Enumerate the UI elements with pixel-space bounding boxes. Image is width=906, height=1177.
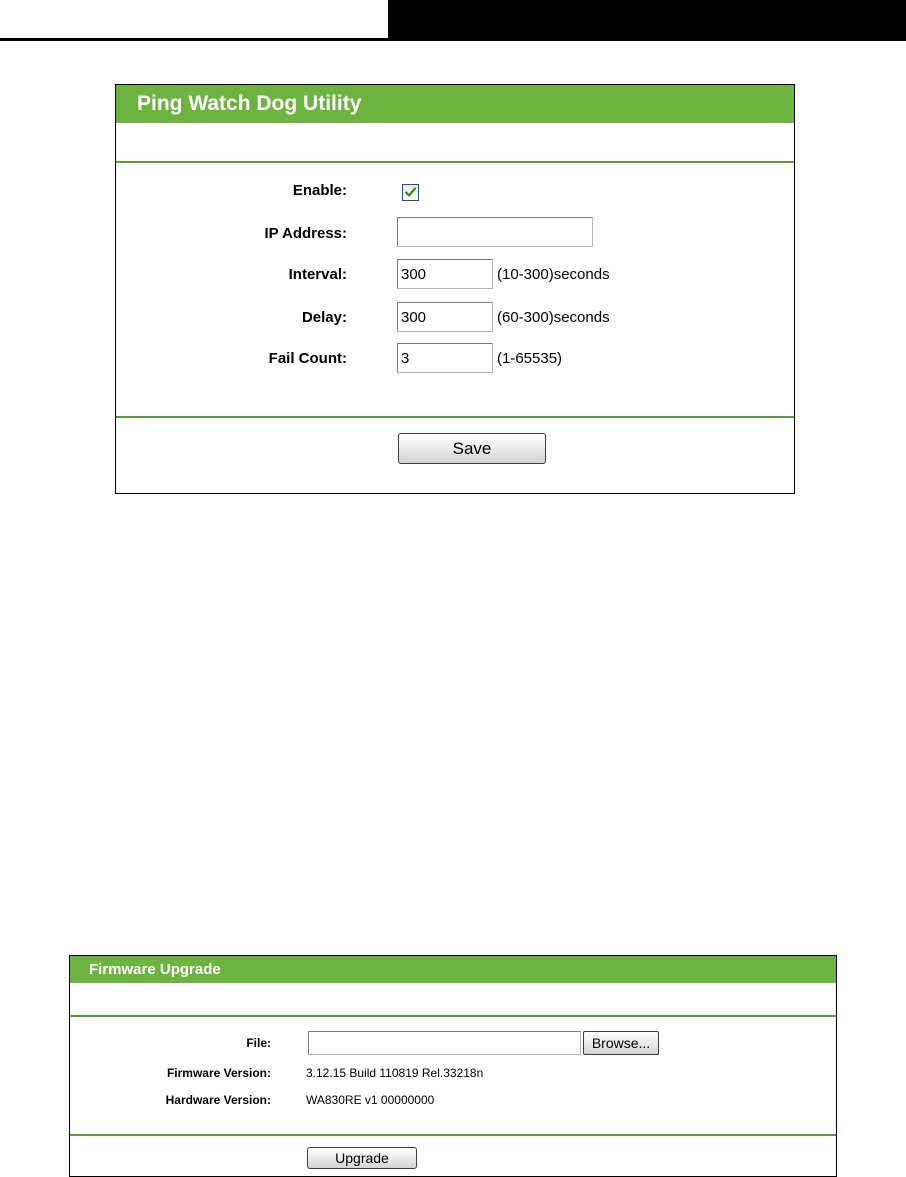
firmware-upgrade-panel [69,955,837,1177]
save-button[interactable]: Save [398,433,546,464]
hardware-version-value: WA830RE v1 00000000 [306,1093,435,1107]
interval-hint: (10-300)seconds [497,266,610,283]
firmware-version-label: Firmware Version: [166,1066,271,1080]
file-path-input[interactable] [308,1031,581,1055]
fail-count-label: Fail Count: [268,350,347,367]
header-black-block [388,0,906,41]
fail-count-hint: (1-65535) [497,350,563,367]
delay-input[interactable] [397,302,493,332]
document-header [0,0,906,44]
firmware-version-value: 3.12.15 Build 110819 Rel.33218n [306,1066,484,1080]
divider [116,416,794,418]
ip-address-label: IP Address: [264,225,347,242]
interval-input[interactable] [397,259,493,289]
ping-watchdog-panel [115,84,795,494]
checkmark-icon [404,186,417,199]
divider [70,1015,836,1017]
enable-label: Enable: [292,182,347,199]
ip-address-input[interactable] [397,217,593,247]
delay-label: Delay: [301,309,347,326]
delay-hint: (60-300)seconds [497,309,610,326]
file-label: File: [246,1036,271,1050]
panel-title: Firmware Upgrade [70,956,836,983]
divider [116,161,794,163]
panel-title: Ping Watch Dog Utility [116,85,794,123]
enable-checkbox[interactable] [402,184,419,201]
hardware-version-label: Hardware Version: [165,1093,271,1107]
fail-count-input[interactable] [397,343,493,373]
upgrade-button[interactable]: Upgrade [307,1147,417,1169]
header-rule [0,38,390,41]
divider [70,1134,836,1136]
interval-label: Interval: [288,266,347,283]
browse-button[interactable]: Browse... [583,1031,659,1055]
